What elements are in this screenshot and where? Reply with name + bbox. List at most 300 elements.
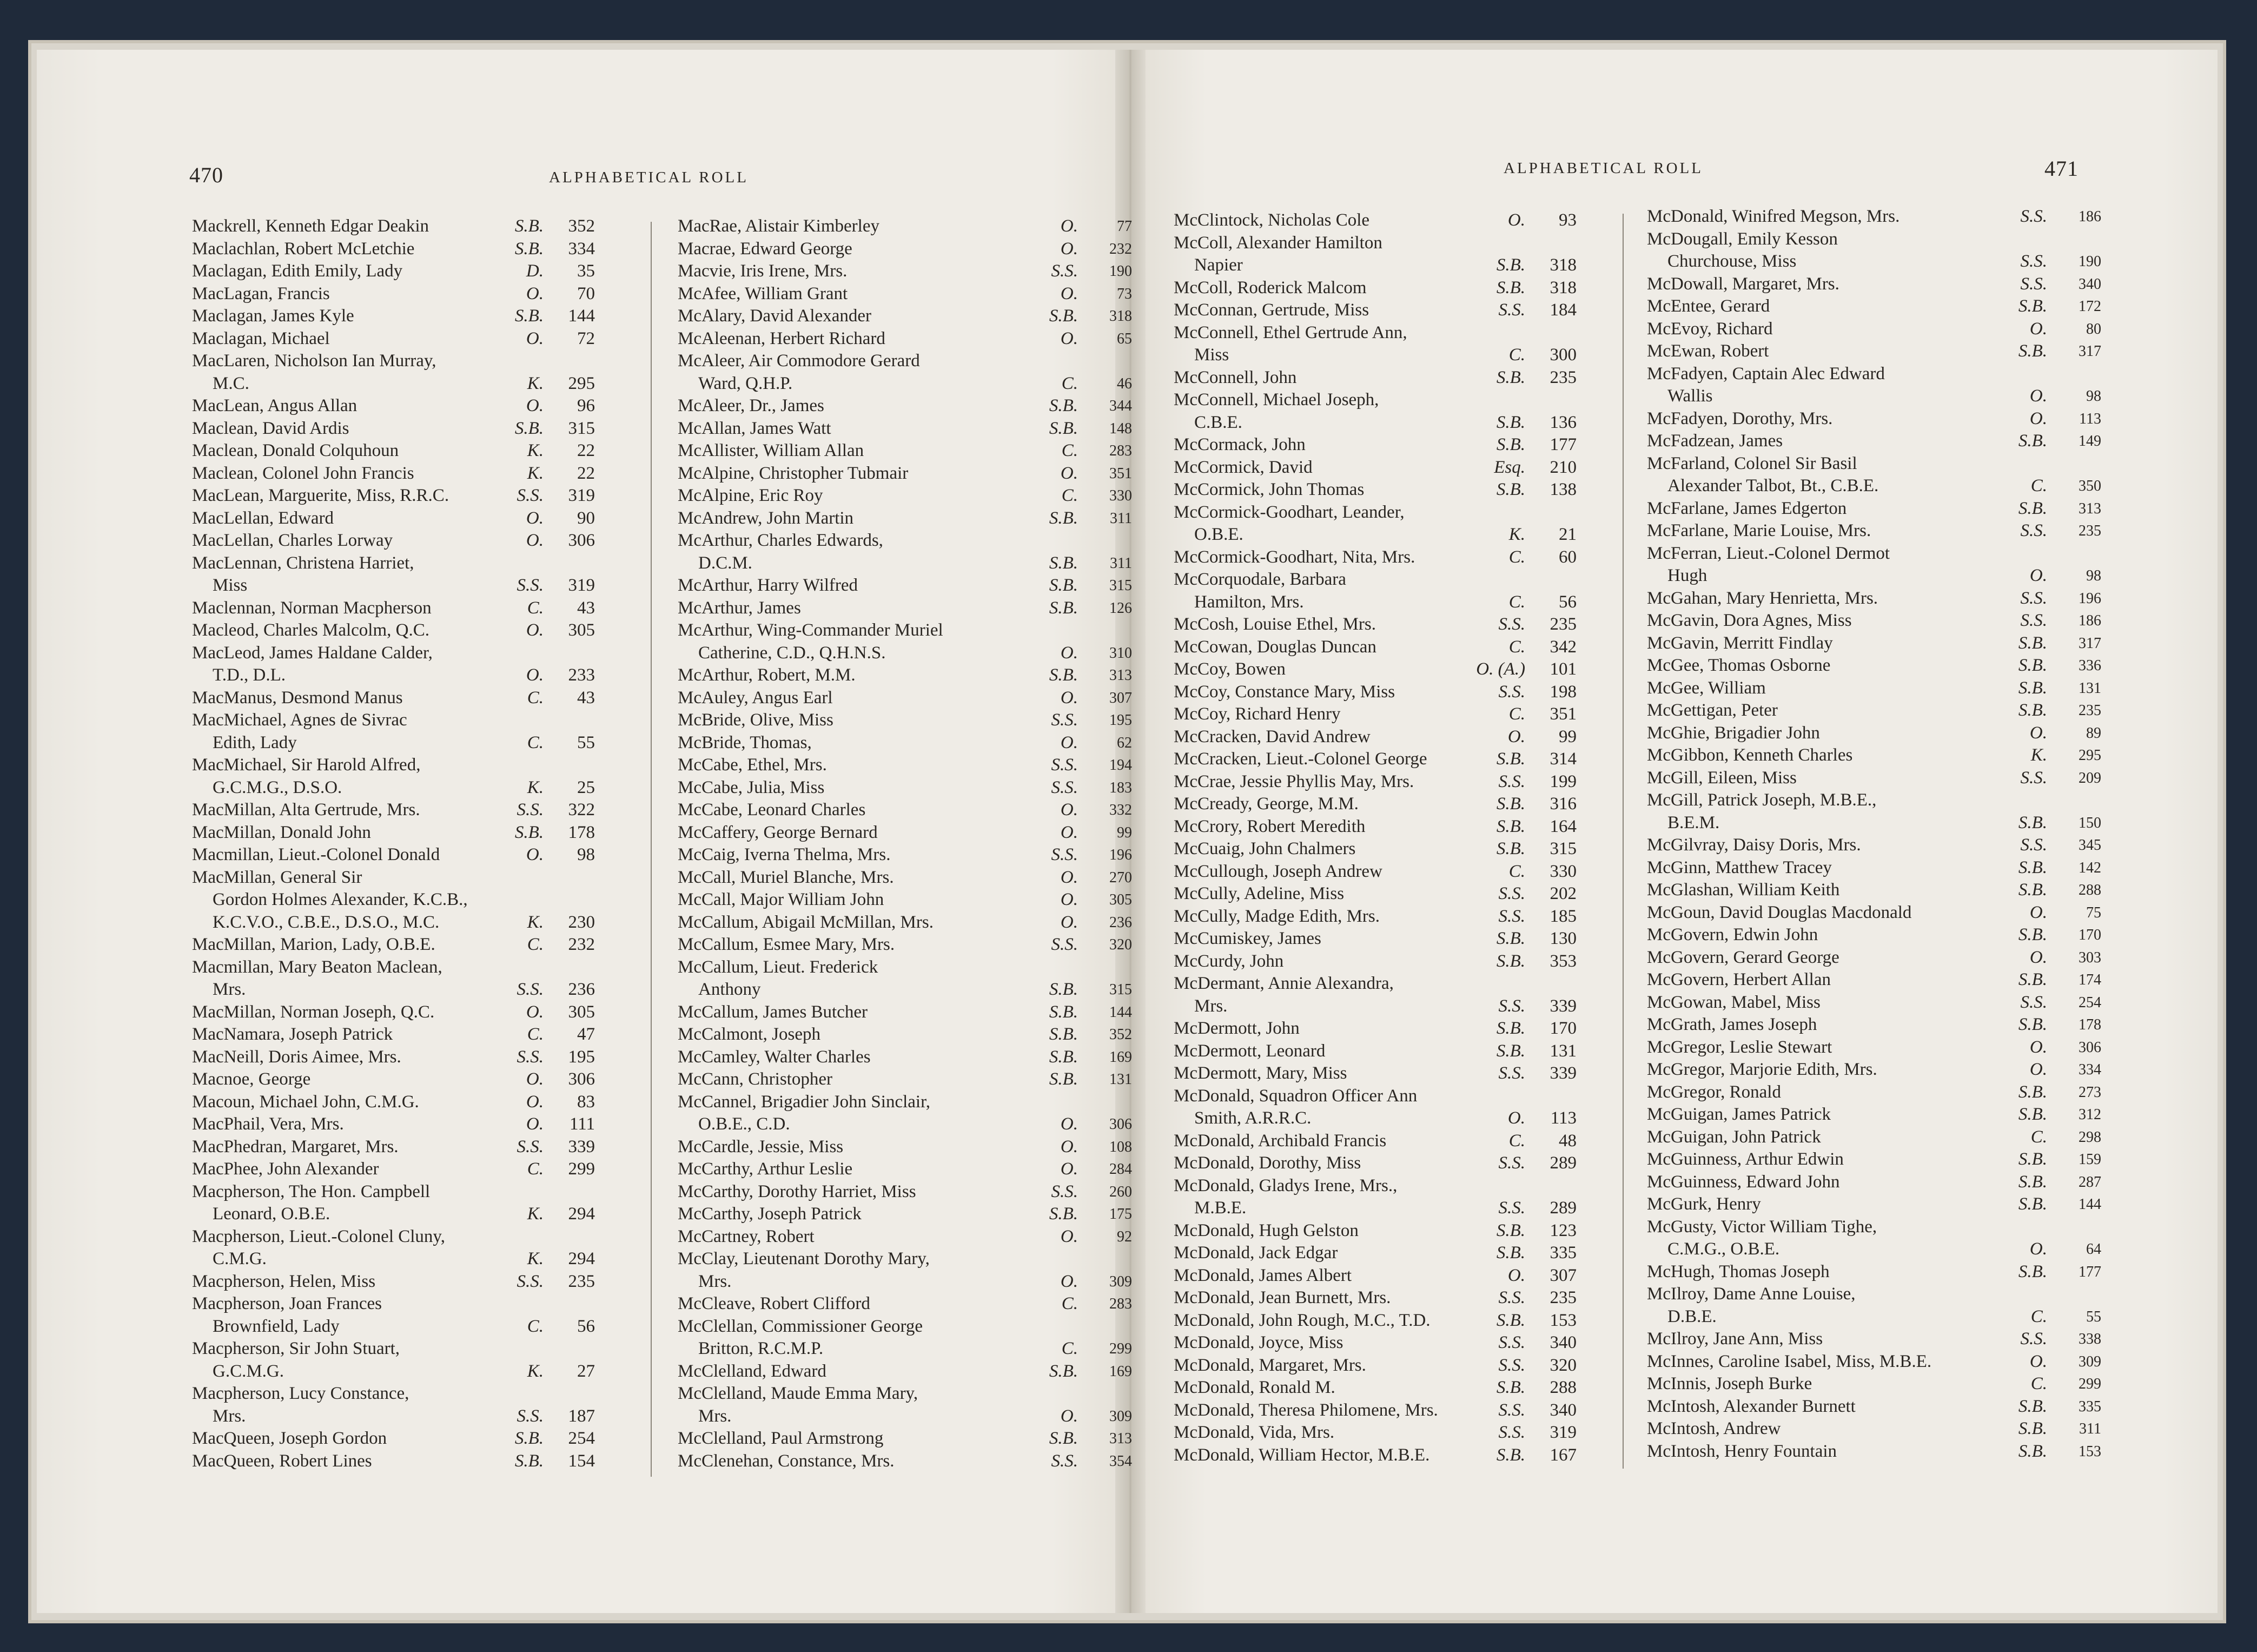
entry-name: McFadyen, Captain Alec Edward <box>1647 364 1885 384</box>
entry-rank: S.B. <box>2018 678 2047 698</box>
entry-name: D.C.M. <box>698 553 752 573</box>
entry-continuation-line <box>1647 565 2101 587</box>
entry-name: McEwan, Robert <box>1647 341 1769 361</box>
entry-name: McCaig, Iverna Thelma, Mrs. <box>678 845 891 864</box>
entry-line <box>678 799 1132 822</box>
roll-entry <box>1174 457 1601 479</box>
entry-name: McCracken, Lieut.-Colonel George <box>1174 749 1427 769</box>
entry-name: McClelland, Maude Emma Mary, <box>678 1384 918 1403</box>
entry-page-ref: 111 <box>569 1114 595 1134</box>
entry-page-ref: 177 <box>1550 435 1577 454</box>
entry-line <box>678 867 1132 889</box>
roll-entry <box>1647 1103 2101 1126</box>
entry-name: McDermant, Annie Alexandra, <box>1174 974 1394 993</box>
entry-name: McCullough, Joseph Andrew <box>1174 861 1382 881</box>
entry-rank: K. <box>527 1249 544 1268</box>
roll-entry <box>1174 1444 1601 1467</box>
entry-page-ref: 309 <box>1109 1273 1132 1290</box>
entry-rank: C. <box>1061 373 1078 393</box>
entry-name: McAlpine, Eric Roy <box>678 486 823 505</box>
entry-page-ref: 300 <box>1550 345 1577 365</box>
roll-entry <box>192 1068 619 1091</box>
entry-line <box>1647 992 2101 1014</box>
entry-name: MacLaren, Nicholson Ian Murray, <box>192 351 436 371</box>
entry-line <box>1647 498 2101 520</box>
roll-entry <box>1174 1040 1601 1063</box>
entry-page-ref: 236 <box>568 980 595 999</box>
roll-entry <box>192 350 619 395</box>
roll-entry <box>192 462 619 485</box>
entry-rank: K. <box>527 777 544 797</box>
roll-entry <box>192 1136 619 1159</box>
roll-entry <box>1647 1216 2101 1261</box>
entry-line <box>192 328 619 351</box>
entry-rank: O. <box>1060 822 1078 842</box>
entry-name: McCallum, James Butcher <box>678 1002 868 1022</box>
entry-name: McCarthy, Dorothy Harriet, Miss <box>678 1181 916 1201</box>
entry-page-ref: 305 <box>568 1002 595 1022</box>
roll-entry <box>192 1226 619 1271</box>
roll-entry <box>1647 206 2101 228</box>
entry-page-ref: 309 <box>2079 1353 2101 1370</box>
entry-name: McGavin, Dora Agnes, Miss <box>1647 611 1852 630</box>
roll-entry <box>678 215 1132 238</box>
entry-name: McAllister, William Allan <box>678 441 864 460</box>
entry-line <box>1647 1351 2101 1373</box>
entry-page-ref: 336 <box>2079 657 2101 674</box>
entry-page-ref: 339 <box>1550 1063 1577 1083</box>
entry-rank: S.S. <box>1498 1063 1525 1083</box>
entry-rank: S.B. <box>2018 701 2047 720</box>
entry-line <box>192 844 619 867</box>
roll-entry <box>1174 1399 1601 1422</box>
entry-page-ref: 270 <box>1109 869 1132 886</box>
entry-page-ref: 108 <box>1109 1138 1132 1155</box>
entry-line <box>1174 479 1601 501</box>
entry-page-ref: 306 <box>2079 1039 2101 1056</box>
entry-rank: S.S. <box>1498 682 1525 702</box>
roll-entry <box>678 732 1132 755</box>
entry-page-ref: 130 <box>1550 929 1577 948</box>
entry-page-ref: 352 <box>1109 1026 1132 1043</box>
entry-name: Churchouse, Miss <box>1667 252 1797 271</box>
entry-name: McArthur, Wing-Commander Muriel <box>678 620 943 640</box>
entry-continuation-line <box>192 1405 619 1428</box>
entry-name: MacRae, Alistair Kimberley <box>678 216 879 236</box>
entry-name: McGilvray, Daisy Doris, Mrs. <box>1647 835 1861 855</box>
entry-page-ref: 73 <box>1117 285 1132 302</box>
roll-entry <box>1174 613 1601 636</box>
roll-entry <box>1647 318 2101 341</box>
entry-page-ref: 167 <box>1550 1445 1577 1465</box>
entry-rank: S.S. <box>1051 845 1078 864</box>
entry-page-ref: 340 <box>2079 275 2101 293</box>
entry-name: McGlashan, William Keith <box>1647 880 1840 900</box>
entry-line <box>678 1136 1132 1159</box>
entry-name: Edith, Lady <box>213 732 297 752</box>
roll-entry <box>192 1383 619 1428</box>
roll-entry <box>1174 1085 1601 1130</box>
entry-rank: S.S. <box>1498 906 1525 926</box>
entry-name: McCormick-Goodhart, Nita, Mrs. <box>1174 547 1415 567</box>
entry-rank: S.B. <box>1496 1220 1525 1240</box>
roll-entry <box>678 1046 1132 1069</box>
entry-page-ref: 340 <box>1550 1400 1577 1420</box>
entry-name: McDonald, John Rough, M.C., T.D. <box>1174 1310 1431 1330</box>
entry-page-ref: 46 <box>1117 375 1132 392</box>
entry-page-ref: 233 <box>568 665 595 685</box>
entry-line <box>1647 1440 2101 1463</box>
roll-entry <box>1647 992 2101 1014</box>
entry-page-ref: 236 <box>1109 914 1132 931</box>
entry-name: McCartney, Robert <box>678 1226 815 1246</box>
entry-page-ref: 254 <box>2079 994 2101 1011</box>
entry-name: McGregor, Leslie Stewart <box>1647 1037 1832 1057</box>
roll-entry <box>678 867 1132 889</box>
roll-entry <box>678 305 1132 328</box>
entry-page-ref: 235 <box>2079 523 2101 539</box>
entry-name: MacPhail, Vera, Mrs. <box>192 1114 344 1134</box>
roll-entry <box>678 507 1132 530</box>
roll-entry <box>192 1046 619 1069</box>
entry-rank: O. <box>2029 902 2047 922</box>
left-page-column-2 <box>678 215 1132 1472</box>
entry-rank: S.S. <box>2020 274 2047 294</box>
entry-rank: C. <box>527 1025 544 1044</box>
entry-name: McGhie, Brigadier John <box>1647 723 1820 743</box>
entry-continuation-line <box>192 664 619 687</box>
entry-continuation-line <box>678 1338 1132 1360</box>
roll-entry <box>1647 1081 2101 1104</box>
entry-name: McGovern, Edwin John <box>1647 925 1818 944</box>
entry-name: Macpherson, Lieut.-Colonel Cluny, <box>192 1226 446 1246</box>
entry-page-ref: 72 <box>577 328 595 348</box>
roll-entry <box>1174 299 1601 322</box>
roll-entry <box>1647 1261 2101 1284</box>
roll-entry <box>1174 1422 1601 1444</box>
entry-name: MacMillan, Alta Gertrude, Mrs. <box>192 800 420 820</box>
entry-line <box>1174 658 1601 681</box>
roll-entry <box>1647 363 2101 408</box>
entry-line <box>192 934 619 956</box>
entry-page-ref: 230 <box>568 912 595 932</box>
entry-line <box>678 687 1132 710</box>
entry-page-ref: 210 <box>1550 457 1577 477</box>
roll-entry <box>1174 1062 1601 1085</box>
roll-entry <box>1647 902 2101 924</box>
entry-line <box>1647 969 2101 992</box>
entry-name: McFarlane, Marie Louise, Mrs. <box>1647 521 1871 540</box>
entry-rank: S.S. <box>1051 261 1078 281</box>
entry-page-ref: 126 <box>1109 599 1132 617</box>
entry-line <box>678 777 1132 799</box>
entry-rank: S.S. <box>517 486 544 505</box>
entry-line <box>1647 363 2074 386</box>
entry-name: Maclean, Donald Colquhoun <box>192 441 399 460</box>
entry-continuation-line <box>192 1316 619 1338</box>
entry-rank: S.S. <box>2020 1329 2047 1349</box>
roll-entry <box>1647 273 2101 296</box>
entry-page-ref: 170 <box>1550 1019 1577 1038</box>
entry-continuation-line <box>1174 1107 1601 1130</box>
roll-entry <box>1647 408 2101 431</box>
entry-rank: S.B. <box>2018 1015 2047 1034</box>
entry-rank: C. <box>527 598 544 618</box>
entry-page-ref: 318 <box>1109 308 1132 325</box>
entry-page-ref: 235 <box>1550 367 1577 387</box>
entry-name: McCrory, Robert Meredith <box>1174 816 1366 836</box>
entry-rank: O. <box>1060 239 1078 259</box>
entry-rank: S.S. <box>1498 1333 1525 1352</box>
entry-continuation-line <box>1174 1197 1601 1220</box>
entry-rank: C. <box>1508 345 1525 365</box>
entry-page-ref: 330 <box>1550 861 1577 881</box>
entry-rank: S.B. <box>2018 341 2047 361</box>
entry-name: McDermott, Leonard <box>1174 1041 1326 1061</box>
entry-name: McIntosh, Andrew <box>1647 1419 1781 1438</box>
entry-name: McCowan, Douglas Duncan <box>1174 637 1376 657</box>
entry-name: McClelland, Paul Armstrong <box>678 1429 884 1448</box>
roll-entry <box>1647 498 2101 520</box>
entry-line <box>678 1091 1105 1114</box>
roll-entry <box>192 597 619 620</box>
entry-name: McIlroy, Jane Ann, Miss <box>1647 1329 1823 1349</box>
entry-name: McFarlane, James Edgerton <box>1647 498 1847 518</box>
entry-name: McCoy, Constance Mary, Miss <box>1174 682 1395 702</box>
entry-rank: S.B. <box>2018 857 2047 877</box>
roll-entry <box>678 238 1132 261</box>
entry-continuation-line <box>1647 385 2101 408</box>
entry-line <box>678 619 1105 642</box>
entry-line <box>192 1046 619 1069</box>
entry-page-ref: 159 <box>2079 1151 2101 1168</box>
entry-line <box>1647 744 2101 767</box>
entry-name: McCoy, Richard Henry <box>1174 704 1341 724</box>
entry-name: Alexander Talbot, Bt., C.B.E. <box>1667 476 1879 495</box>
entry-rank: S.S. <box>1498 884 1525 903</box>
entry-page-ref: 235 <box>2079 702 2101 719</box>
roll-entry <box>1174 883 1601 906</box>
entry-rank: S.B. <box>1049 1204 1078 1224</box>
entry-page-ref: 150 <box>2079 814 2101 831</box>
entry-page-ref: 305 <box>1109 891 1132 908</box>
entry-line <box>678 462 1132 485</box>
roll-entry <box>1647 1036 2101 1059</box>
entry-page-ref: 260 <box>1109 1183 1132 1200</box>
entry-rank: S.B. <box>1049 980 1078 999</box>
entry-rank: S.B. <box>1496 1310 1525 1330</box>
entry-name: McGovern, Herbert Allan <box>1647 970 1831 989</box>
entry-line <box>678 395 1132 418</box>
entry-line <box>1174 1062 1601 1085</box>
entry-name: McArthur, Harry Wilfred <box>678 576 858 595</box>
entry-rank: S.B. <box>1496 277 1525 298</box>
entry-line <box>678 440 1132 462</box>
entry-line <box>1174 1175 1601 1198</box>
entry-continuation-line <box>1647 1238 2101 1261</box>
entry-page-ref: 342 <box>1550 637 1577 657</box>
entry-line <box>1174 367 1601 389</box>
entry-rank: S.B. <box>1049 1429 1078 1448</box>
entry-name: Macpherson, The Hon. Campbell <box>192 1181 431 1201</box>
entry-rank: S.B. <box>1496 839 1525 858</box>
roll-entry <box>1174 434 1601 457</box>
entry-line <box>1174 1444 1601 1467</box>
entry-rank: S.B. <box>1496 412 1525 432</box>
entry-name: McGill, Eileen, Miss <box>1647 768 1797 788</box>
entry-name: McGrath, James Joseph <box>1647 1015 1817 1034</box>
roll-entry <box>1174 367 1601 389</box>
entry-continuation-line <box>678 1113 1132 1136</box>
entry-name: McConnell, John <box>1174 367 1297 387</box>
roll-entry <box>1647 295 2101 318</box>
entry-rank: S.S. <box>1498 1355 1525 1375</box>
roll-entry <box>678 1203 1132 1226</box>
entry-page-ref: 309 <box>1109 1407 1132 1425</box>
entry-continuation-line <box>1174 254 1601 277</box>
entry-line <box>192 956 619 979</box>
entry-line <box>192 709 619 732</box>
entry-line <box>1174 569 1601 591</box>
roll-entry <box>1647 857 2101 880</box>
roll-entry <box>678 777 1132 799</box>
entry-page-ref: 142 <box>2079 859 2101 876</box>
entry-rank: O. <box>1060 328 1078 348</box>
roll-entry <box>1647 789 2101 834</box>
entry-line <box>1647 857 2101 880</box>
entry-line <box>192 418 619 440</box>
entry-line <box>1647 1148 2101 1171</box>
roll-entry <box>1647 1193 2101 1216</box>
entry-page-ref: 350 <box>2079 478 2101 494</box>
entry-page-ref: 186 <box>2079 208 2101 225</box>
entry-page-ref: 113 <box>2079 410 2101 427</box>
entry-line <box>192 1293 619 1316</box>
entry-name: McArthur, Robert, M.M. <box>678 665 856 685</box>
entry-line <box>1174 1377 1601 1399</box>
roll-entry <box>192 1271 619 1293</box>
entry-line <box>1174 816 1601 838</box>
entry-name: McAleenan, Herbert Richard <box>678 328 885 348</box>
entry-page-ref: 22 <box>577 441 595 460</box>
entry-rank: S.B. <box>2018 1441 2047 1461</box>
entry-rank: O. <box>1060 1406 1078 1426</box>
entry-page-ref: 198 <box>1550 682 1577 702</box>
entry-rank: S.B. <box>2018 1419 2047 1438</box>
entry-line <box>1647 430 2101 453</box>
entry-rank: O. <box>1507 726 1525 746</box>
roll-entry <box>1174 928 1601 950</box>
entry-line <box>192 1023 619 1046</box>
left-page-column-1 <box>192 215 619 1472</box>
entry-name: McDonald, James Albert <box>1174 1265 1352 1285</box>
entry-rank: S.B. <box>1496 1378 1525 1397</box>
roll-entry <box>192 1293 619 1338</box>
entry-line <box>1647 318 2101 341</box>
entry-line <box>678 754 1132 777</box>
entry-line <box>1174 1287 1601 1310</box>
roll-entry <box>1647 834 2101 857</box>
entry-page-ref: 311 <box>2079 1420 2101 1437</box>
entry-name: Maclagan, James Kyle <box>192 306 354 326</box>
entry-line <box>1647 1126 2101 1149</box>
entry-line <box>678 956 1105 979</box>
entry-page-ref: 352 <box>568 216 595 236</box>
entry-page-ref: 313 <box>1109 667 1132 684</box>
entry-page-ref: 170 <box>2079 927 2101 943</box>
entry-rank: C. <box>527 732 544 752</box>
entry-line <box>192 1383 619 1405</box>
roll-entry <box>192 1158 619 1181</box>
entry-page-ref: 144 <box>568 306 595 326</box>
entry-name: MacQueen, Joseph Gordon <box>192 1429 387 1448</box>
entry-rank: O. <box>2029 566 2047 585</box>
entry-rank: S.S. <box>517 1047 544 1067</box>
entry-page-ref: 334 <box>2079 1061 2101 1078</box>
entry-page-ref: 75 <box>2086 904 2101 921</box>
roll-entry <box>678 1158 1132 1181</box>
entry-line <box>678 507 1132 530</box>
entry-rank: S.B. <box>2018 925 2047 944</box>
entry-page-ref: 185 <box>1550 906 1577 926</box>
entry-page-ref: 55 <box>2086 1308 2101 1325</box>
roll-entry <box>1174 838 1601 861</box>
entry-page-ref: 56 <box>1559 592 1577 612</box>
roll-entry <box>1647 744 2101 767</box>
entry-page-ref: 313 <box>2079 500 2101 517</box>
entry-name: McDonald, William Hector, M.B.E. <box>1174 1445 1430 1465</box>
entry-line <box>1174 613 1601 636</box>
entry-rank: S.B. <box>2018 1396 2047 1416</box>
entry-rank: O. <box>1060 643 1078 663</box>
entry-line <box>1647 947 2101 969</box>
entry-rank: S.S. <box>2020 588 2047 608</box>
entry-name: Maclagan, Edith Emily, Lady <box>192 261 403 281</box>
entry-rank: O. <box>1060 890 1078 909</box>
entry-name: McCoy, Bowen <box>1174 659 1286 679</box>
entry-rank: S.S. <box>2020 207 2047 226</box>
roll-entry <box>1174 681 1601 704</box>
entry-line <box>192 1158 619 1181</box>
entry-name: K.C.V.O., C.B.E., D.S.O., M.C. <box>213 912 440 932</box>
entry-page-ref: 98 <box>2086 388 2101 405</box>
entry-name: MacLean, Marguerite, Miss, R.R.C. <box>192 486 449 505</box>
entry-name: McDonald, Archibald Francis <box>1174 1131 1387 1151</box>
entry-name: Macvie, Iris Irene, Mrs. <box>678 261 848 281</box>
entry-page-ref: 335 <box>1550 1243 1577 1263</box>
entry-line <box>1174 209 1601 232</box>
entry-rank: C. <box>1508 704 1525 724</box>
entry-line <box>678 1360 1132 1383</box>
entry-line <box>1647 1103 2101 1126</box>
entry-page-ref: 283 <box>1109 442 1132 459</box>
entry-line <box>192 1428 619 1450</box>
roll-entry <box>1647 947 2101 969</box>
entry-name: MacLellan, Charles Lorway <box>192 531 393 550</box>
entry-rank: O. <box>526 283 544 303</box>
entry-rank: K. <box>527 1361 544 1381</box>
roll-entry <box>192 283 619 306</box>
entry-page-ref: 187 <box>568 1406 595 1426</box>
entry-page-ref: 295 <box>2079 747 2101 764</box>
entry-name: McCumiskey, James <box>1174 929 1321 948</box>
entry-name: MacLellan, Edward <box>192 508 334 528</box>
roll-entry <box>192 867 619 934</box>
entry-name: McAfee, William Grant <box>678 283 848 303</box>
entry-rank: Esq. <box>1494 457 1525 477</box>
entry-rank: O. <box>2029 408 2047 428</box>
entry-name: McCosh, Louise Ethel, Mrs. <box>1174 614 1376 634</box>
